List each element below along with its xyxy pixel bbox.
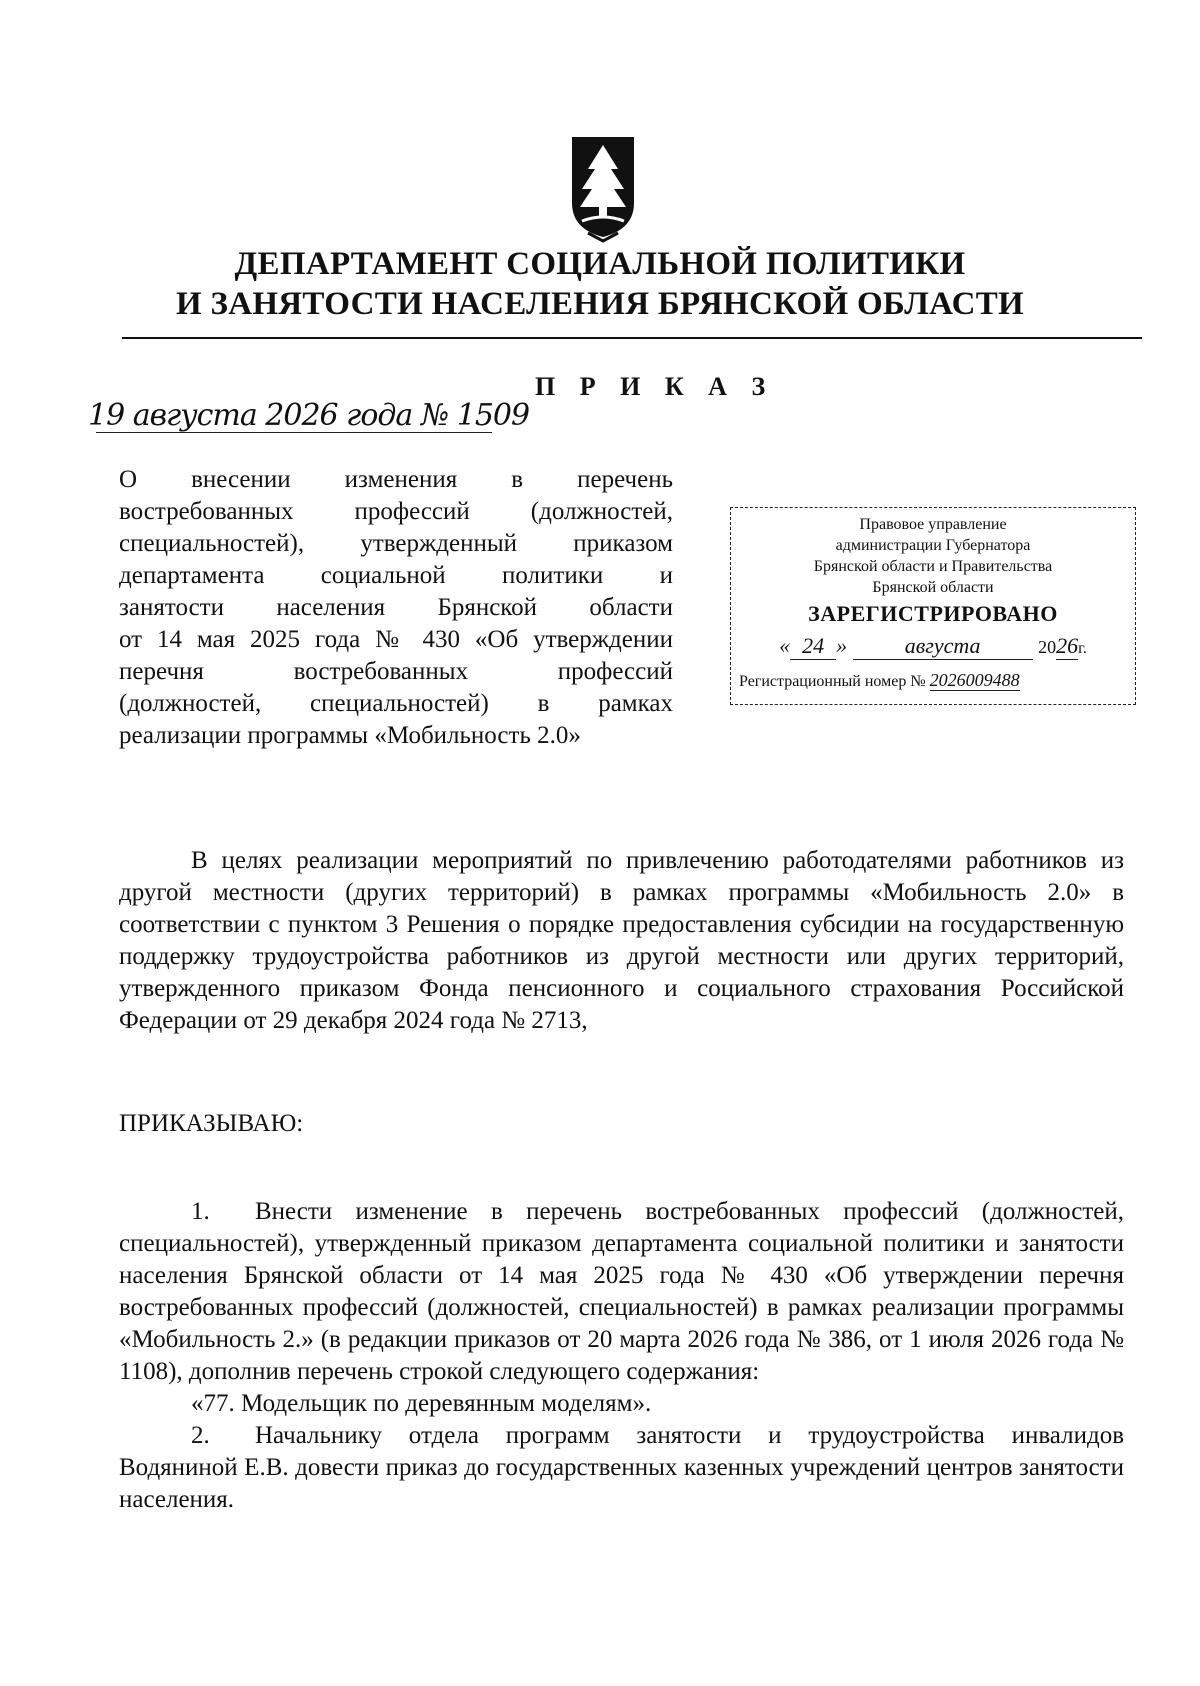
subject-line: департамента социальной политики и xyxy=(119,562,673,589)
department-name-line2: И ЗАНЯТОСТИ НАСЕЛЕНИЯ БРЯНСКОЙ ОБЛАСТИ xyxy=(175,286,1025,322)
registration-stamp xyxy=(730,507,1136,705)
stamp-year-prefix: 20 xyxy=(1038,637,1057,657)
date-underline xyxy=(96,432,492,433)
order-directive-word: ПРИКАЗЫВАЮ: xyxy=(119,1110,304,1137)
document-title: П Р И К А З xyxy=(535,372,775,401)
item-text: Внести изменение в перечень востребованных профессий (должностей, специальностей), утвержденный приказом департамента социальной политики и занятости населения Брянской области от 14 мая 2025 года № 430 «Об утверждении перечня востребованных профессий (должностей, специальностей) в рамках реализации программы «Мобильность 2.» (в редакции приказов от 20 марта 2026 года № 386, от 1 июля 2026 года № 1108), дополнив перечень строкой следующего содержания: xyxy=(119,1198,1124,1385)
department-name-line1: ДЕПАРТАМЕНТ СОЦИАЛЬНОЙ ПОЛИТИКИ xyxy=(234,246,966,282)
stamp-day: 24 xyxy=(790,633,836,660)
handwritten-date-number: 19 августа 2026 года № 1509 xyxy=(88,398,530,433)
stamp-reg-number xyxy=(731,670,1135,691)
item-number: 2. xyxy=(191,1422,210,1449)
stamp-month: августа xyxy=(853,633,1033,660)
stamp-year-suffix: 26 xyxy=(1056,633,1079,658)
subject-line: востребованных профессий (должностей, xyxy=(119,498,673,525)
order-items xyxy=(119,1196,1124,1516)
order-subject xyxy=(119,464,673,752)
stamp-reg-number-label: Регистрационный номер № xyxy=(739,673,926,690)
stamp-registered-label: ЗАРЕГИСТРИРОВАНО xyxy=(808,601,1058,626)
subject-line: (должностей, специальностей) в рамках xyxy=(119,690,673,717)
stamp-org-line: Правовое управление xyxy=(859,516,1007,533)
stamp-reg-number-value: 2026009488 xyxy=(929,670,1020,690)
subject-line: занятости населения Брянской области xyxy=(119,594,673,621)
subject-line: реализации программы «Мобильность 2.0» xyxy=(119,722,581,749)
subject-line: специальностей), утвержденный приказом xyxy=(119,530,673,557)
stamp-org-line: администрации Губернатора xyxy=(835,537,1031,554)
coat-of-arms-icon xyxy=(568,133,638,245)
item-number: 1. xyxy=(191,1198,210,1225)
subject-line: О внесении изменения в перечень xyxy=(119,466,673,493)
stamp-year-mark: г. xyxy=(1078,640,1087,657)
stamp-date: « 24 » августа 2026г. xyxy=(779,633,1087,658)
subject-line: перечня востребованных профессий xyxy=(119,658,673,685)
stamp-org-line: Брянской области xyxy=(872,579,994,596)
order-item-1 xyxy=(119,1196,1124,1388)
header-divider xyxy=(122,337,1142,339)
item-text: Начальнику отдела программ занятости и трудоустройства инвалидов Водяниной Е.В. довести приказ до государственных казенных учреждений центров занятости населения. xyxy=(119,1422,1124,1513)
preamble-paragraph: В целях реализации мероприятий по привлечению работодателями работников из другой местности (других территорий) в рамках программы «Мобильность 2.0» в соответствии с пунктом 3 Решения о порядке предоставления субсидии на государственную поддержку трудоустройства работников из другой местности или других территорий, утвержденного приказом Фонда пенсионного и социального страхования Российской Федерации от 29 декабря 2024 года № 2713, xyxy=(119,847,1124,1034)
order-item-2 xyxy=(119,1420,1124,1516)
subject-line: от 14 мая 2025 года № 430 «Об утверждении xyxy=(119,626,673,653)
stamp-org-line: Брянской области и Правительства xyxy=(813,558,1053,575)
order-item-1-quote: «77. Модельщик по деревянным моделям». xyxy=(191,1390,652,1417)
